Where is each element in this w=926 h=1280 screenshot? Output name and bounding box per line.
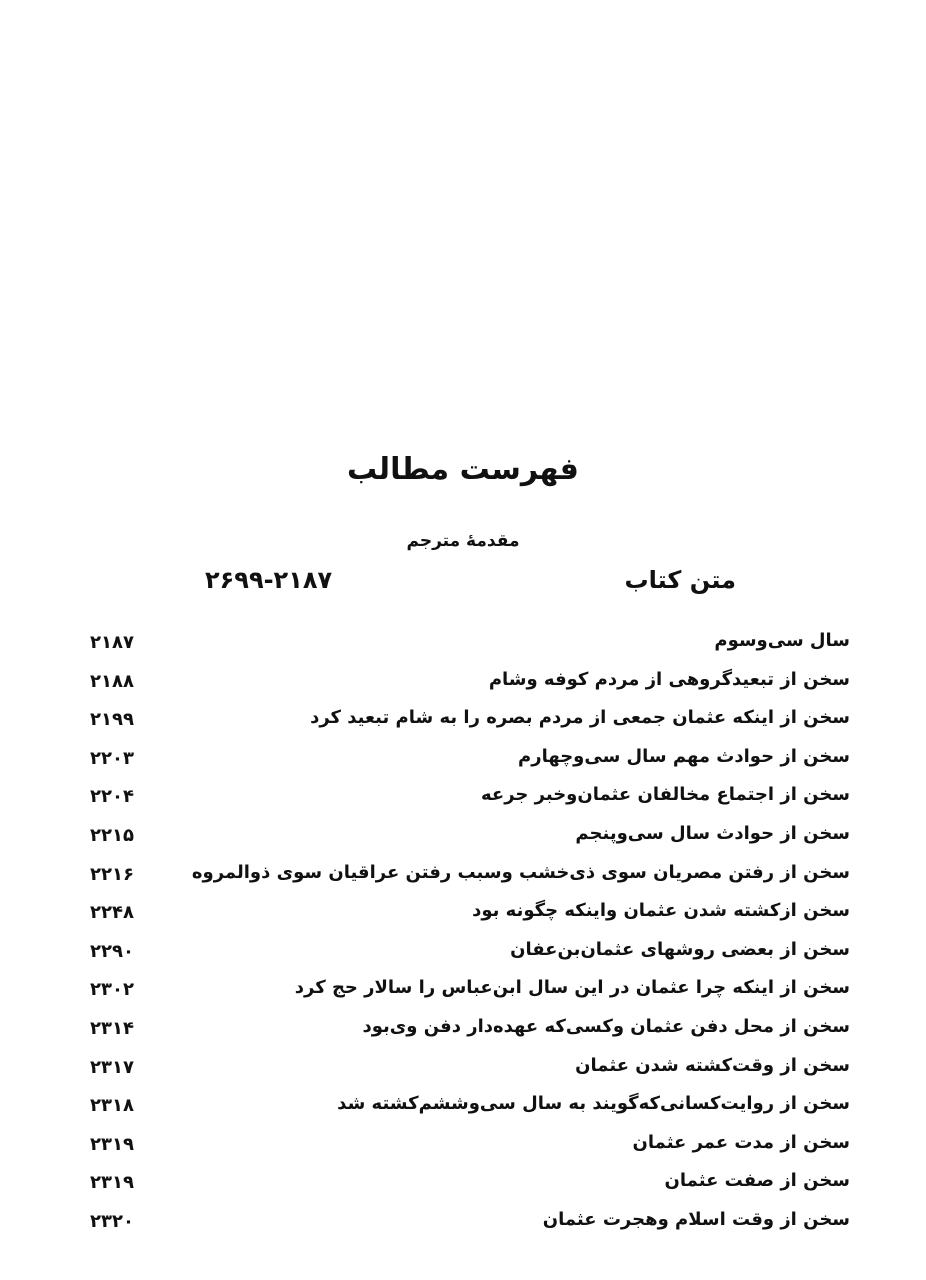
toc-entry-page: ۲۱۹۹	[90, 709, 134, 731]
toc-entry-title: سخن از صفت عثمان	[664, 1170, 850, 1192]
toc-entry-page: ۲۲۱۶	[90, 863, 134, 885]
toc-entry-page: ۲۳۱۷	[90, 1056, 134, 1078]
toc-entry-title: سخن از رفتن مصریان سوی ذی‌خشب وسبب رفتن عراقیان سوی ذوالمروه	[191, 861, 850, 883]
toc-entry-page: ۲۱۸۸	[90, 670, 134, 692]
toc-entry-title: سخن از محل دفن عثمان وکسی‌که عهده‌دار دفن وی‌بود	[362, 1015, 850, 1037]
section-page-range: ۲۶۹۹-۲۱۸۷	[205, 566, 333, 594]
toc-entry	[80, 784, 850, 823]
toc-entry-title: سخن از روایت‌کسانی‌که‌گویند به سال سی‌وششم‌کشته شد	[337, 1093, 850, 1115]
toc-entry	[80, 1209, 850, 1248]
toc-entry-title: سخن از وقت‌کشته شدن عثمان	[575, 1054, 850, 1076]
toc-entry	[80, 746, 850, 785]
toc-entry	[80, 900, 850, 939]
translator-intro-heading: مقدمهٔ مترجم	[406, 531, 520, 551]
toc-entry	[80, 939, 850, 978]
toc-entry	[80, 1093, 850, 1132]
toc-entry	[80, 1132, 850, 1171]
toc-entry-title: سخن از تبعیدگروهی از مردم کوفه وشام	[488, 668, 850, 690]
toc-entry-page: ۲۳۲۰	[90, 1210, 134, 1232]
toc-entry-page: ۲۲۹۰	[90, 940, 134, 962]
toc-entry	[80, 707, 850, 746]
toc-entry-page: ۲۳۰۲	[90, 979, 134, 1001]
toc-entry-page: ۲۳۱۹	[90, 1133, 134, 1155]
toc-entry-title: سخن از وقت اسلام وهجرت عثمان	[542, 1208, 850, 1230]
toc-entry-title: سخن از حوادث مهم سال سی‌وچهارم	[518, 745, 850, 767]
page-title: فهرست مطالب	[347, 452, 579, 487]
toc-entry-title: سخن از بعضی روشهای عثمان‌بن‌عفان	[510, 938, 850, 960]
toc-entry-page: ۲۲۰۳	[90, 747, 134, 769]
toc-entry-title: سخن از اجتماع مخالفان عثمان‌وخبر جرعه	[481, 784, 850, 806]
toc-entry-title: سال سی‌وسوم	[714, 630, 850, 651]
toc-entry	[80, 977, 850, 1016]
toc-entry-page: ۲۳۱۸	[90, 1095, 134, 1117]
toc-entry	[80, 823, 850, 862]
toc-entry	[80, 1055, 850, 1094]
toc-entry	[80, 630, 850, 669]
toc-entry-title: سخن از اینکه چرا عثمان در این سال ابن‌عباس را سالار حج کرد	[294, 977, 850, 999]
toc-entry-title: سخن از اینکه عثمان جمعی از مردم بصره را به شام تبعید کرد	[310, 707, 850, 729]
toc-entry-page: ۲۲۱۵	[90, 824, 134, 846]
toc-entry-page: ۲۳۱۴	[90, 1017, 134, 1039]
toc-entry	[80, 1016, 850, 1055]
toc-entry-title: سخن ازکشته شدن عثمان واینکه چگونه بود	[472, 900, 850, 922]
table-of-contents	[80, 630, 850, 1248]
toc-entry-page: ۲۳۱۹	[90, 1172, 134, 1194]
toc-entry	[80, 1170, 850, 1209]
toc-entry	[80, 669, 850, 708]
toc-entry-page: ۲۱۸۷	[90, 632, 134, 653]
toc-entry-title: سخن از حوادث سال سی‌وپنجم	[575, 822, 850, 844]
toc-entry	[80, 862, 850, 901]
section-label: متن کتاب	[624, 566, 736, 594]
toc-entry-title: سخن از مدت عمر عثمان	[632, 1131, 850, 1153]
toc-entry-page: ۲۲۴۸	[90, 902, 134, 924]
section-header	[0, 566, 926, 606]
toc-entry-page: ۲۲۰۴	[90, 786, 134, 808]
